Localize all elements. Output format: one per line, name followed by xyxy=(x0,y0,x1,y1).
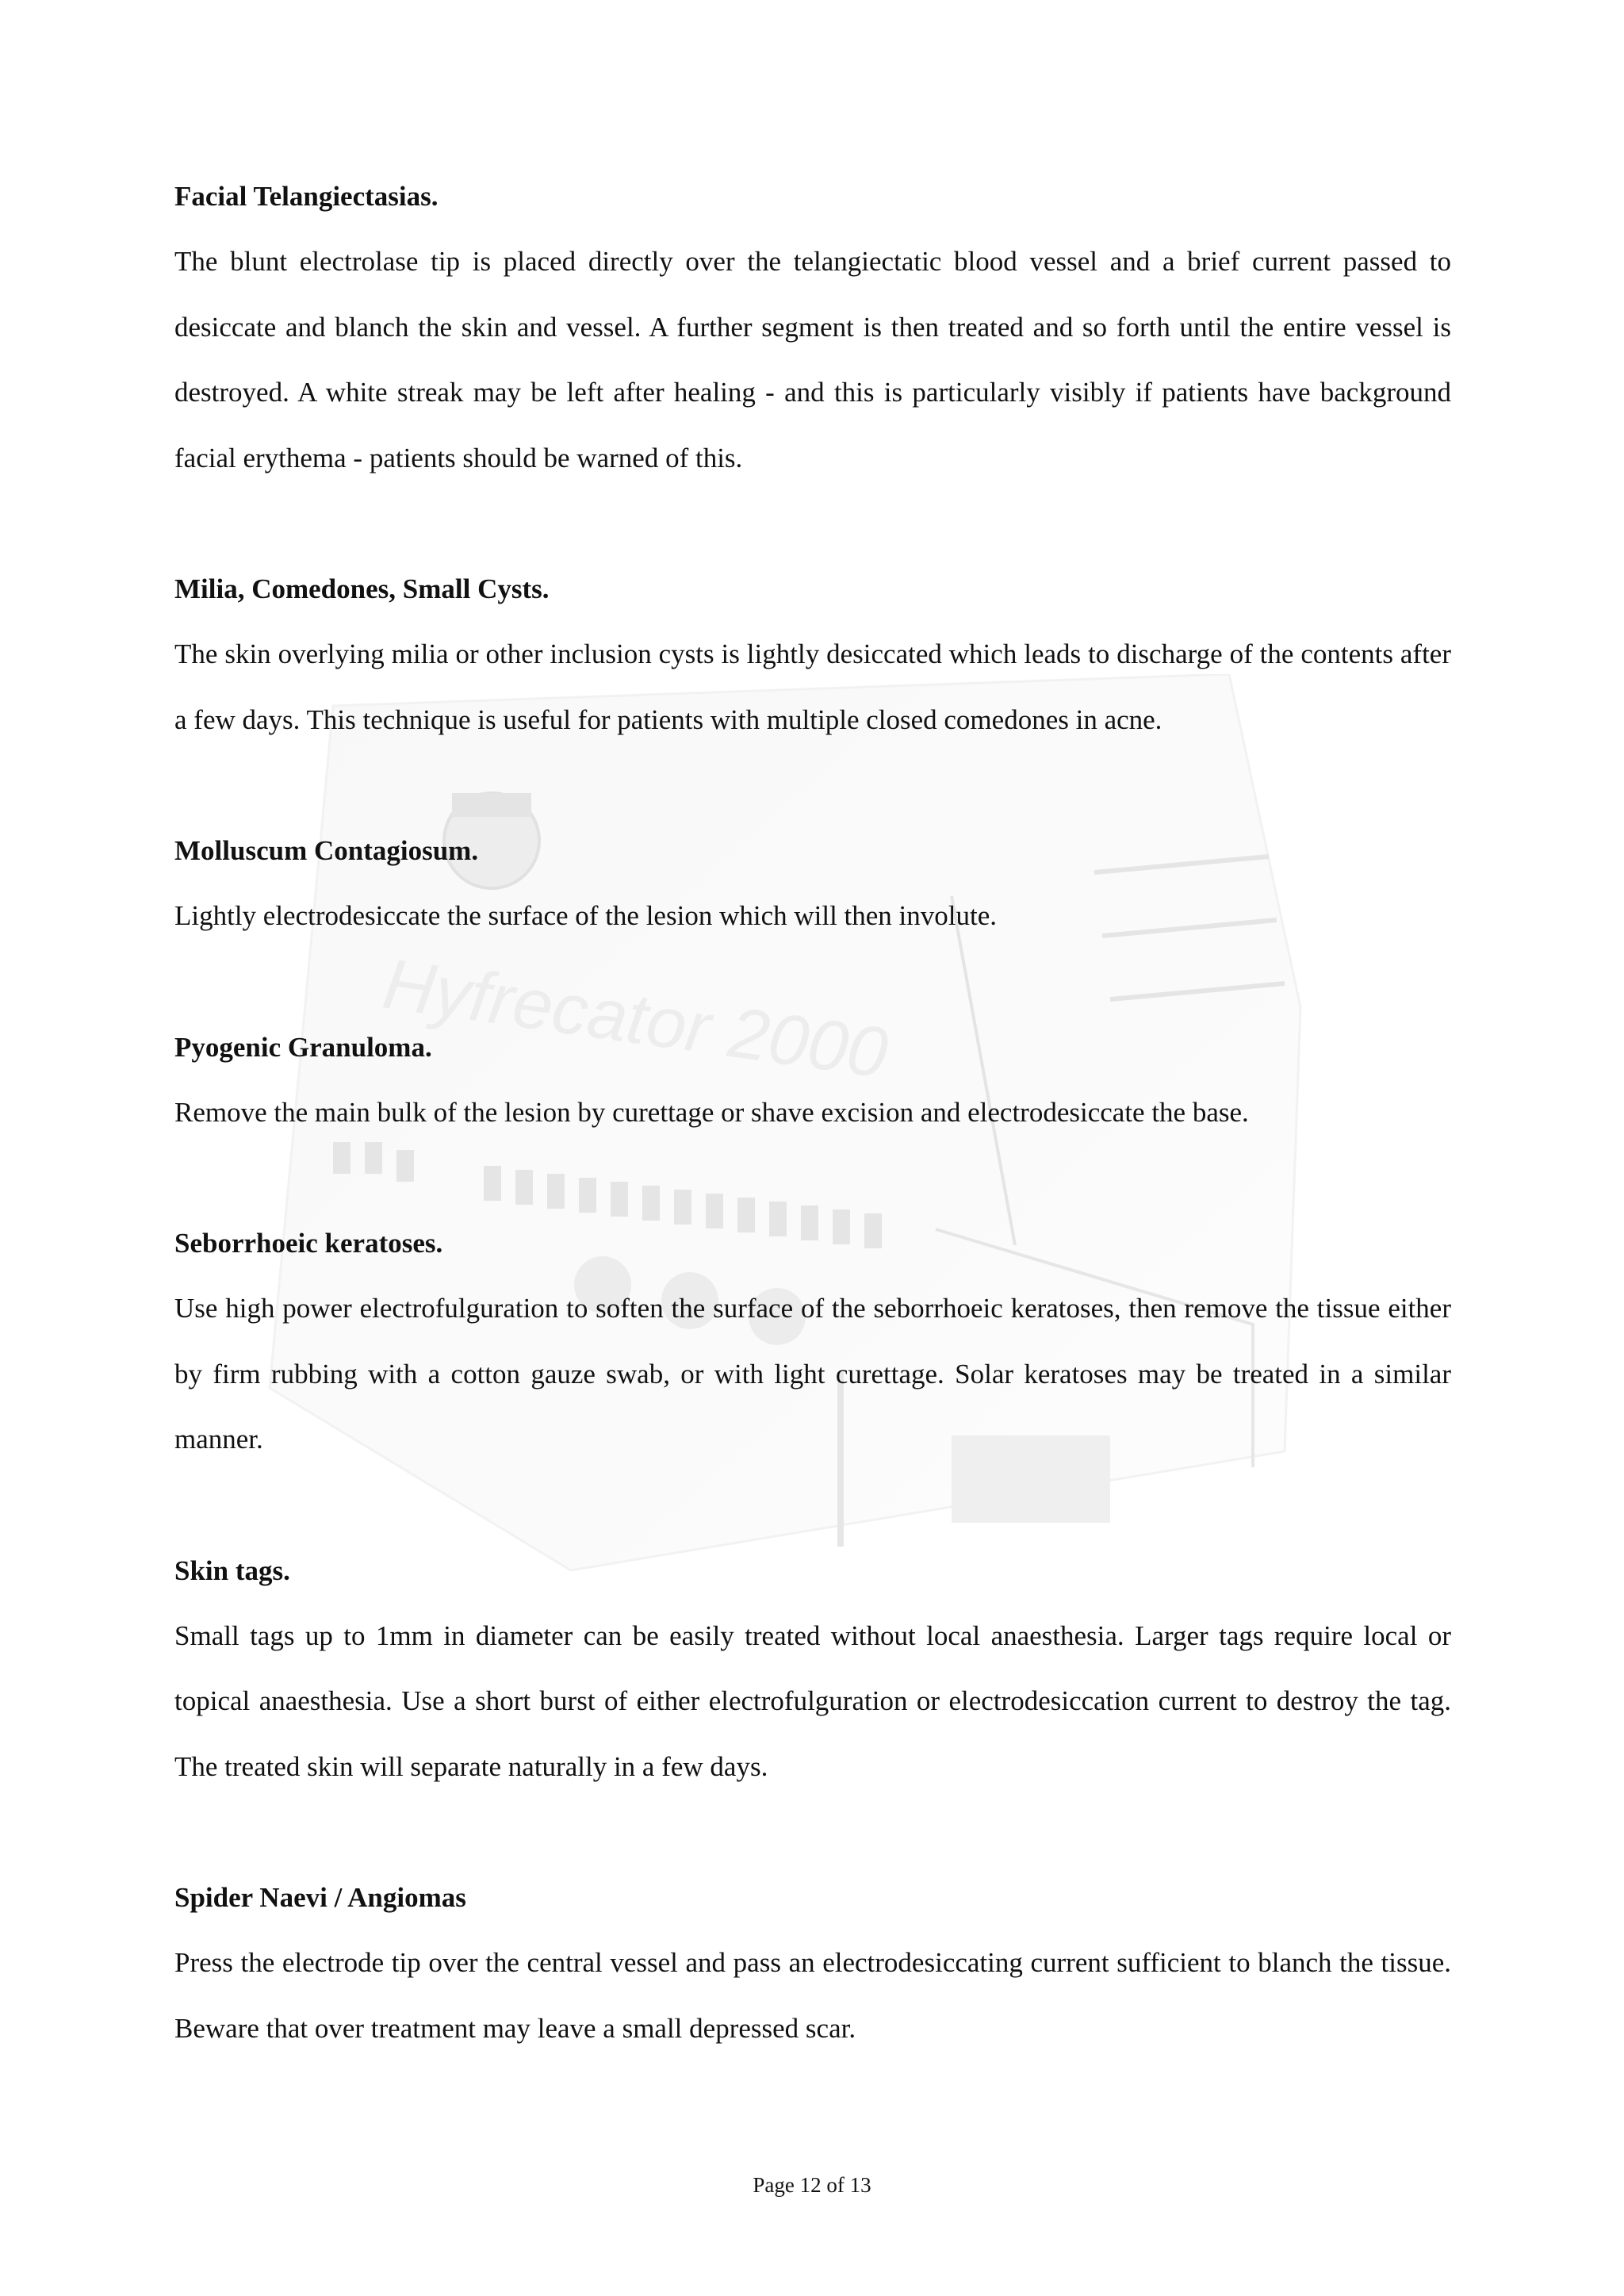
section-heading: Spider Naevi / Angiomas xyxy=(174,1882,466,1913)
section-heading: Skin tags. xyxy=(174,1554,290,1586)
section-paragraph: The skin overlying milia or other inclusion cysts is lightly desiccated which leads to discharge of the contents after a few days. This technique is useful for patients with multiple closed comedones in acne. xyxy=(174,638,1451,735)
section-paragraph: Lightly electrodesiccate the surface of the lesion which will then involute. xyxy=(174,900,998,931)
section-pyogenic-granuloma xyxy=(174,1015,1451,1146)
section-paragraph: Press the electrode tip over the central vessel and pass an electrodesiccating current sufficient to blanch the tissue. Beware that over treatment may leave a small depressed scar. xyxy=(174,1947,1451,2044)
section-molluscum xyxy=(174,818,1451,949)
section-seborrhoeic-keratoses xyxy=(174,1211,1451,1473)
section-skin-tags xyxy=(174,1539,1451,1800)
section-heading: Seborrhoeic keratoses. xyxy=(174,1228,443,1259)
watermark-logo: Hyfrecator 2000 xyxy=(378,944,893,1094)
section-paragraph: Use high power electrofulguration to soften the surface of the seborrhoeic keratoses, then remove the tissue either by firm rubbing with a cotton gauze swab, or with light curettage. Solar keratoses may be treated in a similar manner. xyxy=(174,1293,1451,1455)
section-paragraph: Small tags up to 1mm in diameter can be easily treated without local anaesthesia. Larger tags require local or topical anaesthesia. Use a short burst of either electrofulguration or electrodesiccation current to destroy the tag. The treated skin will separate naturally in a few days. xyxy=(174,1619,1451,1782)
section-heading: Molluscum Contagiosum. xyxy=(174,835,479,866)
section-heading: Facial Telangiectasias. xyxy=(174,181,439,212)
section-heading: Milia, Comedones, Small Cysts. xyxy=(174,573,550,604)
section-milia-comedones xyxy=(174,557,1451,753)
section-heading: Pyogenic Granuloma. xyxy=(174,1031,432,1063)
section-spider-naevi xyxy=(174,1865,1451,2061)
section-facial-telangiectasias xyxy=(174,164,1451,491)
page-number: Page 12 of 13 xyxy=(753,2173,871,2197)
section-paragraph: The blunt electrolase tip is placed directly over the telangiectatic blood vessel and a brief current passed to desiccate and blanch the skin and vessel. A further segment is then treated and so forth until the entire vessel is destroyed. A white streak may be left after healing - and this is particularly visibly if patients have background facial erythema - patients should be warned of this. xyxy=(174,246,1451,473)
document-body xyxy=(174,164,1451,2061)
section-paragraph: Remove the main bulk of the lesion by curettage or shave excision and electrodesiccate the base. xyxy=(174,1096,1249,1128)
